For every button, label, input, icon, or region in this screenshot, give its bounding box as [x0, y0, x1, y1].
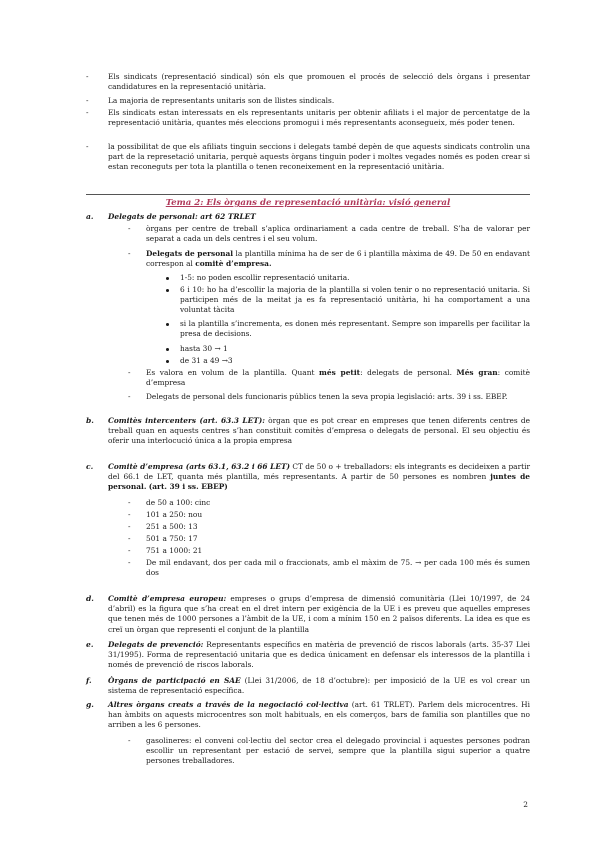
bullet-dot — [166, 277, 169, 280]
section-c-list-item: 101 a 250: nou — [146, 510, 203, 519]
dash-marker: - — [128, 498, 131, 507]
section-c-body — [108, 462, 530, 493]
dash-marker: - — [128, 224, 131, 233]
bold-term: (art. 39 i ss. EBEP) — [148, 482, 228, 492]
section-d-text: empreses o grups d’empresa de dimensió comunitària (Llei 10/1997, de 24 d’abril) es la figura que s’ha creat en el dret intern per exigència de la UE i es preveu que aquelles empreses que tenen més de 1000 persones a l’àmbit de la UE, i com a mínim 150 en 2 països diferents. La idea es que es creï un òrgan que representi el conjunt de la plantilla — [108, 594, 530, 634]
section-g-body — [108, 700, 530, 731]
bullet-dot — [166, 360, 169, 363]
item-text: Es valora en volum de la plantilla. Quant — [146, 368, 315, 377]
section-a-item — [146, 249, 530, 269]
section-c-list-item: 501 a 750: 17 — [146, 534, 198, 543]
section-e-text: Representants específics en matèria de prevenció de riscos laborals (arts. 35-37 Llei 31/1995). Forma de representació unitaria que es dedica únicament en defensar els interessos de la plantilla i només de prevenció de riscos laborals. — [108, 640, 530, 670]
section-c-text: CT de 50 o + treballadors: els integrants es decideixen a partir del 66.1 de LET, quanta més plantilla, més representants. A partir de 50 persones es nombren — [108, 462, 530, 482]
dash-marker: - — [86, 108, 89, 117]
section-f-text: (Llei 31/2006, de 18 d’octubre): per imposició de la UE es vol crear un sistema de representació específica. — [108, 676, 530, 696]
dash-marker: - — [128, 249, 131, 258]
bold-term: més petit — [319, 368, 361, 377]
bold-term: comitè d’empresa. — [195, 259, 272, 269]
bold-term: Més gran — [456, 368, 498, 377]
section-a-title-text: Delegats de personal: art 62 TRLET — [108, 212, 256, 221]
section-a-item: Es valora en volum de la plantilla. Quant més petit: delegats de personal. Més gran: comitè d’empresa — [146, 368, 531, 388]
dash-marker: - — [128, 368, 131, 377]
dash-marker: - — [128, 558, 131, 567]
section-letter-c: c. — [86, 462, 94, 471]
bullet-dot — [166, 348, 169, 351]
bold-term: juntes de personal. — [108, 472, 530, 492]
item-text: la plantilla mínima ha de ser de 6 i plantilla màxima de 49. De 50 en endavant correspon al — [146, 249, 530, 269]
dash-marker: - — [86, 142, 89, 151]
section-c-list-item: De mil endavant, dos per cada mil o fraccionats, amb el màxim de 75. → per cada 100 més és sumen dos — [146, 558, 530, 578]
page-number: 2 — [523, 800, 528, 809]
section-d-title: Comitè d’empresa europeu: — [108, 594, 227, 603]
intro-bullet: Els sindicats (representació sindical) són els que promouen el procés de selecció dels òrgans i presentar candidatures en la representació unitària. — [108, 72, 530, 92]
section-c-list-item: de 50 a 100: cinc — [146, 498, 211, 507]
section-heading: Tema 2: Els òrgans de representació unitària: visió general — [165, 198, 451, 208]
intro-bullet: Els sindicats estan interessats en els representants unitaris per obtenir afiliats i el major de percentatge de la representació unitària, quantes més eleccions promogui i més representants aconsegueix, més poder tenen. — [108, 108, 530, 128]
section-e-body — [108, 640, 530, 671]
section-a-subitem: hasta 30 → 1 — [180, 344, 228, 353]
section-e-title: Delegats de prevenció: — [108, 640, 204, 649]
dash-marker: - — [86, 96, 89, 105]
section-g-text: (art. 61 TRLET). Parlem dels microcentres. Hi han àmbits on aquests microcentres son molt habituals, en els comerços, bars de familia son plantilles que no arriben a les 6 persones. — [108, 700, 530, 730]
intro-bullet: la possibilitat de que els afiliats tinguin seccions i delegats també depèn de que aquests sindicats controlin una part de la represetació unitaria, perquè aquests òrgans tinguin poder i moltes vegades només es poden crear si estan reconeguts per tota la plantilla o tenen reconeixement en la representació unitària. — [108, 142, 530, 172]
dash-marker: - — [128, 546, 131, 555]
section-a-subitem: si la plantilla s’incrementa, es donen més representant. Sempre son imparells per facilitar la presa de decisions. — [180, 319, 530, 339]
section-a-subitem: de 31 a 49 →3 — [180, 356, 233, 365]
section-letter-d: d. — [86, 594, 94, 603]
section-b-title: Comitès intercenters (art. 63.3 LET): — [108, 416, 265, 425]
section-a-item: òrgans per centre de treball s’aplica ordinariament a cada centre de treball. S’ha de valorar per separat a cada un dels centres i el seu volum. — [146, 224, 530, 244]
section-a-title — [108, 212, 530, 222]
section-letter-a: a. — [86, 212, 94, 221]
item-text: : comitè d’empresa — [146, 368, 531, 388]
bold-term: Delegats de personal — [146, 249, 234, 258]
section-c-list-item: 751 a 1000: 21 — [146, 546, 203, 555]
section-g-title: Altres òrgans creats a través de la negociació col·lectiva — [108, 700, 349, 709]
section-letter-g: g. — [86, 700, 94, 709]
section-c-list-item: 251 a 500: 13 — [146, 522, 198, 531]
section-f-title: Òrgans de participació en SAE — [108, 676, 241, 685]
section-d-body — [108, 594, 530, 635]
dash-marker: - — [86, 72, 89, 81]
bullet-dot — [166, 323, 169, 326]
intro-bullet: La majoria de representants unitaris son de llistes sindicals. — [108, 96, 335, 105]
section-b-text: òrgan que es pot crear en empreses que tenen diferents centres de treball quan en aquests centres s’han constituit comitès d’empresa o delegats de personal. El seu objectiu és oferir una interlocució única a la propia empresa — [108, 416, 530, 446]
dash-marker: - — [128, 736, 131, 745]
section-letter-e: e. — [86, 640, 94, 649]
section-g-item: gasolineres: el conveni col·lectiu del sector crea el delegado provincial i aquestes persones podran escollir un representant per estació de servei, sempre que la plantilla sigui superior a quatre persones treballadores. — [146, 736, 530, 766]
section-letter-f: f. — [86, 676, 92, 685]
section-divider — [86, 194, 530, 195]
item-text: delegats de personal. — [367, 368, 452, 377]
section-a-subitem: 6 i 10: ho ha d’escollir la majoria de la plantilla si volen tenir o no representació unitaria. Si participen més de la meitat ja es fa representació unitària, hi ha comportament a una voluntat tàcita — [180, 285, 530, 315]
dash-marker: - — [128, 522, 131, 531]
bullet-dot — [166, 289, 169, 292]
section-letter-b: b. — [86, 416, 94, 425]
section-a-item: Delegats de personal dels funcionaris públics tenen la seva propia legislació: arts. 39 i ss. EBEP. — [146, 392, 508, 401]
dash-marker: - — [128, 510, 131, 519]
dash-marker: - — [128, 534, 131, 543]
section-f-body — [108, 676, 530, 696]
section-b-body — [108, 416, 530, 447]
section-a-subitem: 1-5: no poden escollir representació unitaria. — [180, 273, 350, 282]
section-c-title: Comitè d’empresa (arts 63.1, 63.2 i 66 LET) — [108, 462, 290, 471]
dash-marker: - — [128, 392, 131, 401]
